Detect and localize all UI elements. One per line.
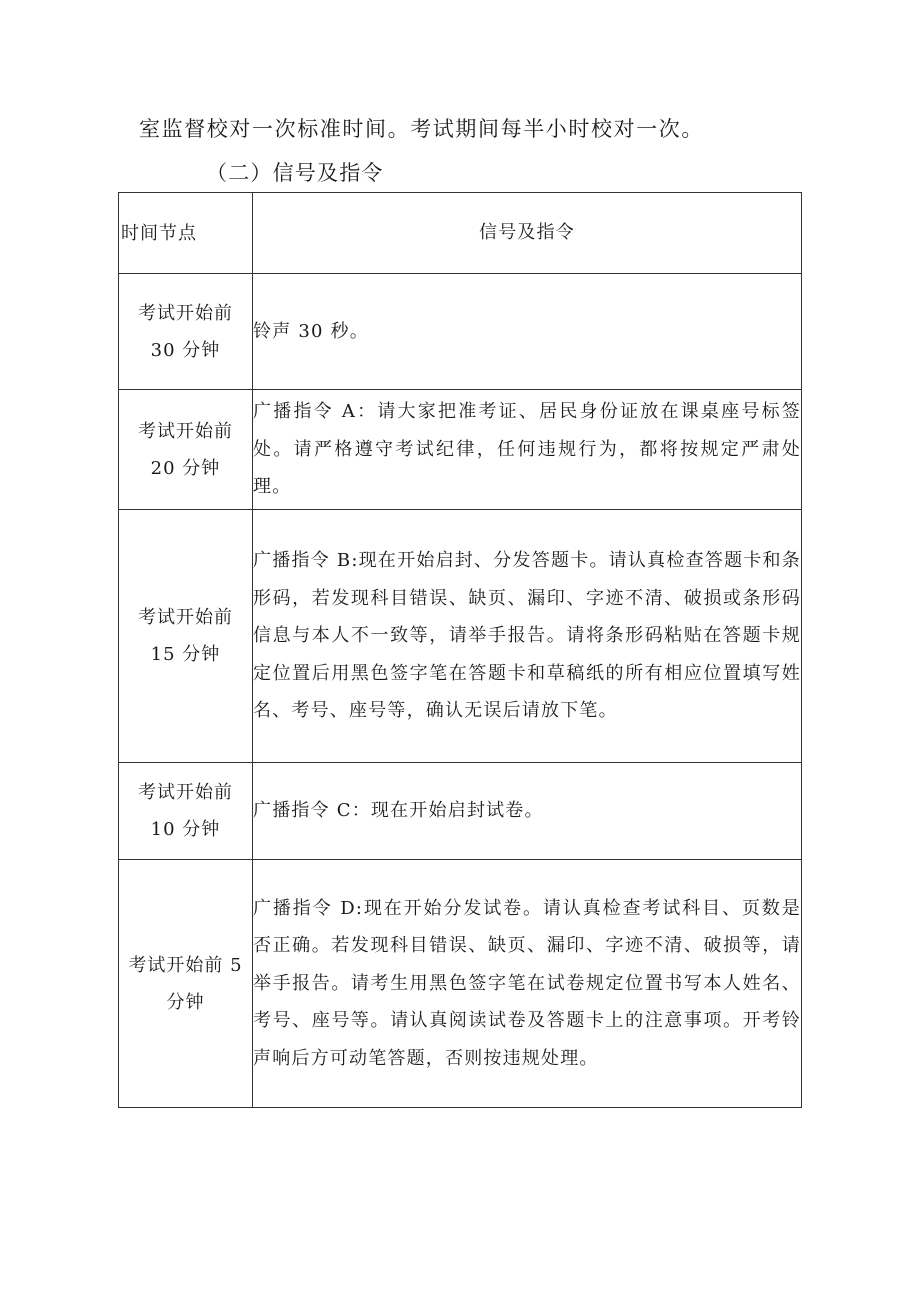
time-node-cell [119, 274, 253, 390]
instruction-cell: 广播指令 A：请大家把准考证、居民身份证放在课桌座号标签处。请严格遵守考试纪律，任何违规行为，都将按规定严肃处理。 [253, 390, 802, 510]
table-row [119, 860, 802, 1108]
table-row [119, 763, 802, 860]
signal-instruction-table [118, 192, 802, 1108]
time-node-line: 考试开始前 [138, 607, 233, 628]
time-node-cell [119, 763, 253, 860]
table-row [119, 390, 802, 510]
time-node-line: 考试开始前 [138, 420, 233, 442]
section-heading: （二）信号及指令 [206, 161, 384, 185]
time-node-line: 考试开始前 [138, 782, 233, 803]
table-row [119, 274, 802, 390]
table-row [119, 510, 802, 763]
instruction-cell: 广播指令 C：现在开始启封试卷。 [253, 763, 802, 860]
time-node-cell [119, 860, 253, 1108]
time-node-line: 30 分钟 [150, 339, 221, 361]
time-node-cell [119, 510, 253, 763]
instruction-cell: 广播指令 D:现在开始分发试卷。请认真检查考试科目、页数是否正确。若发现科目错误、缺页、漏印、字迹不清、破损等，请举手报告。请考生用黑色签字笔在试卷规定位置书写本人姓名、考号、座号等。请认真阅读试卷及答题卡上的注意事项。开考铃声响后方可动笔答题，否则按违规处理。 [253, 860, 802, 1108]
time-node-line: 15 分钟 [150, 644, 221, 665]
instruction-cell: 铃声 30 秒。 [253, 274, 802, 390]
instruction-cell: 广播指令 B:现在开始启封、分发答题卡。请认真检查答题卡和条形码，若发现科目错误、缺页、漏印、字迹不清、破损或条形码信息与本人不一致等，请举手报告。请将条形码粘贴在答题卡规定位置后用黑色签字笔在答题卡和草稿纸的所有相应位置填写姓名、考号、座号等，确认无误后请放下笔。 [253, 510, 802, 763]
time-node-line: 考试开始前 5 [128, 954, 243, 976]
header-time-node: 时间节点 [119, 193, 253, 274]
time-node-line: 10 分钟 [150, 819, 221, 840]
table-header-row [119, 193, 802, 274]
header-signal-instruction: 信号及指令 [253, 193, 802, 274]
time-node-line: 20 分钟 [150, 457, 221, 479]
time-node-cell [119, 390, 253, 510]
time-node-line: 考试开始前 [138, 302, 233, 324]
time-node-line: 分钟 [166, 991, 205, 1013]
intro-text: 室监督校对一次标准时间。考试期间每半小时校对一次。 [139, 117, 704, 141]
